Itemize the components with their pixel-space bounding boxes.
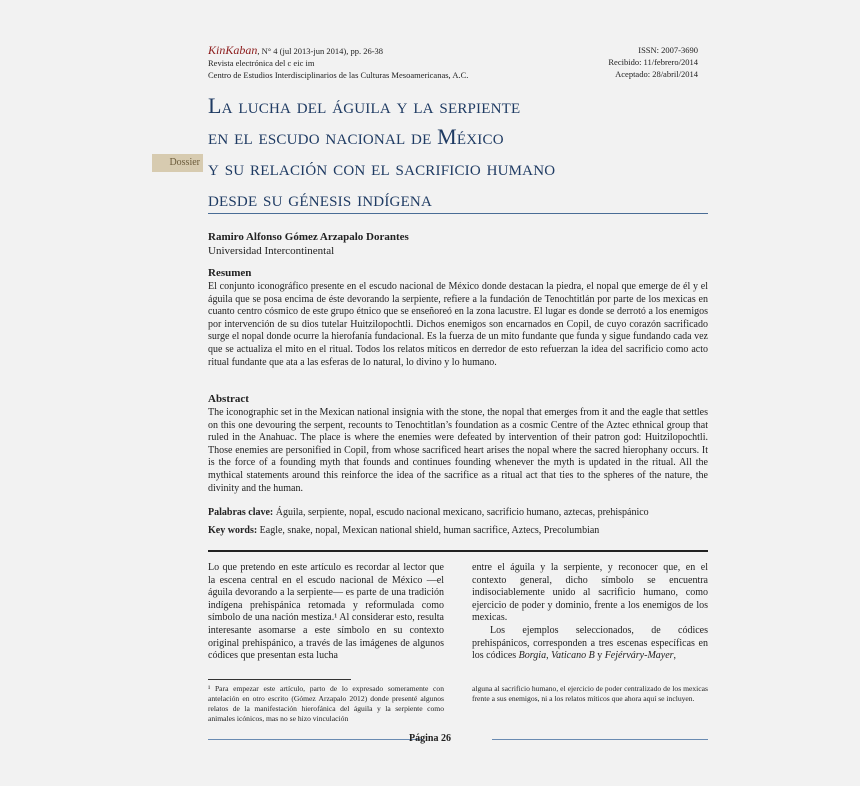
author-block bbox=[208, 230, 409, 258]
title-line: desde su génesis indígena bbox=[208, 186, 432, 211]
section-tag: Dossier bbox=[152, 154, 203, 172]
journal-line bbox=[208, 44, 528, 57]
resumen-text: El conjunto iconográfico presente en el escudo nacional de México donde destacan la piedra, el nopal que emerge de él y el águila que se posa encima de éste devorando la serpiente, refiere a la fundación de Tenochtitlán por parte de los mexicas en cuanto centro cósmico de este grupo étnico que se enseñoreó en la zona lacustre. El lugar es donde se derrotó a los enemigos por intervención de su dios tutelar Huitzilopochtli. Dichos enemigos son encarnados en Copil, de cuyo corazón sacrificado surge el nopal donde ocurre la hierofanía fundacional. Es la fuerza de un mito fundante que funda y sigue fundando cada vez que se actualiza el mito en el ritual. Todos los relatos míticos en derredor de esto refuerzan la idea del sacrificio como acto ritual fundante que ata a las esferas de lo natural, lo divino y lo humano. bbox=[208, 281, 708, 368]
issue-info: , N° 4 (jul 2013-jun 2014), pp. 26-38 bbox=[257, 46, 384, 56]
title-line: y su relación con el sacrificio humano bbox=[208, 155, 556, 180]
footnote-divider bbox=[208, 679, 351, 680]
center-name: Centro de Estudios Interdisciplinarios de las Culturas Mesoamericanas, A.C. bbox=[208, 70, 469, 80]
body-paragraph: entre el águila y la serpiente, y reconocer que, en el contexto general, dicho símbolo se encuentra indisociablemente unido al sacrificio humano, como ejercicio de poder y dominio, frente a los enemigos de los mexicas. bbox=[472, 562, 708, 624]
section-divider bbox=[208, 550, 708, 552]
codex-name: Fejérváry-Mayer bbox=[604, 650, 674, 662]
keywords-es-value: Águila, serpiente, nopal, escudo nacional mexicano, sacrificio humano, aztecas, prehispánico bbox=[275, 507, 649, 518]
footnote-left: ¹ Para empezar este artículo, parto de lo expresado someramente con antelación en otro escrito (Gómez Arzapalo 2012) donde presenté algunos relatos de la manifestación hierofánica del águila y la serpiente como animales icónicos, mas no se hizo vinculación bbox=[208, 684, 444, 723]
keywords-en-value: Eagle, snake, nopal, Mexican national shield, human sacrifice, Aztecs, Precolumbian bbox=[259, 525, 600, 536]
footnote-right: alguna al sacrificio humano, el ejercicio de poder centralizado de los mexicas frente a sus enemigos, ni a los relatos míticos que ahora aquí se incluyen. bbox=[472, 684, 708, 703]
resumen-heading: Resumen bbox=[208, 267, 252, 279]
abstract-heading: Abstract bbox=[208, 393, 249, 405]
journal-header bbox=[208, 44, 528, 81]
keywords-es-label: Palabras clave: bbox=[208, 507, 274, 518]
title-divider bbox=[208, 213, 708, 214]
author-name: Ramiro Alfonso Gómez Arzapalo Dorantes bbox=[208, 231, 409, 243]
body-paragraph: Los ejemplos seleccionados, de códices prehispánicos, corresponden a tres escenas específicas en los códices Borgia, Vaticano B y Fejérváry-Mayer, bbox=[472, 624, 708, 662]
keywords-en bbox=[208, 524, 708, 537]
journal-logo: KinKaban bbox=[208, 43, 258, 57]
accepted-date: Aceptado: 28/abril/2014 bbox=[615, 69, 698, 79]
codex-name: Borgia bbox=[518, 650, 547, 662]
codex-name: Vaticano B bbox=[551, 650, 595, 662]
abstract-text: The iconographic set in the Mexican national insignia with the stone, the nopal that emerges from it and the eagle that settles on this one devouring the serpent, recounts to Tenochtitlan’s foundation as a cosmic Centre of the Aztec ethnical group that ruled in the Anahuac. The place is where the enemies were defeated by intervention of their patron god: Huitzilopochtli. Those enemies are personified in Copil, from whose sacrificed heart arises the nopal where the sacred hierophany occurs. It is the force of a founding myth that founds and continues founding whenever the myth is updated in the ritual. All the mythical statements around this reinforce the idea of the sacrifice as a ritual act that ties to the spheres of the nature, the divinity and the human. bbox=[208, 407, 708, 494]
keywords-es bbox=[208, 506, 708, 519]
author-affiliation: Universidad Intercontinental bbox=[208, 245, 335, 257]
page-number: Página 26 bbox=[409, 733, 451, 744]
publication-dates bbox=[498, 44, 698, 80]
title-line: La lucha del águila y la serpiente bbox=[208, 93, 521, 118]
received-date: Recibido: 11/febrero/2014 bbox=[608, 57, 698, 67]
body-column-left: Lo que pretendo en este artículo es recordar al lector que la escena central en el escudo nacional de México —el águila devorando a la serpiente— es parte de una tradición indígena prehispánica retomada y reformulada como símbolo de una nación mestiza.¹ Al considerar esto, resulta interesante asomarse a este símbolo en su contexto original prehispánico, a través de las imágenes de algunos códices que presentan esta lucha bbox=[208, 562, 444, 662]
article-title bbox=[208, 90, 708, 214]
title-line: en el escudo nacional de México bbox=[208, 124, 504, 149]
body-column-right bbox=[472, 562, 708, 663]
issn: ISSN: 2007-3690 bbox=[638, 45, 698, 55]
keywords-en-label: Key words: bbox=[208, 525, 258, 536]
journal-description: Revista electrónica del c eic im bbox=[208, 58, 315, 68]
